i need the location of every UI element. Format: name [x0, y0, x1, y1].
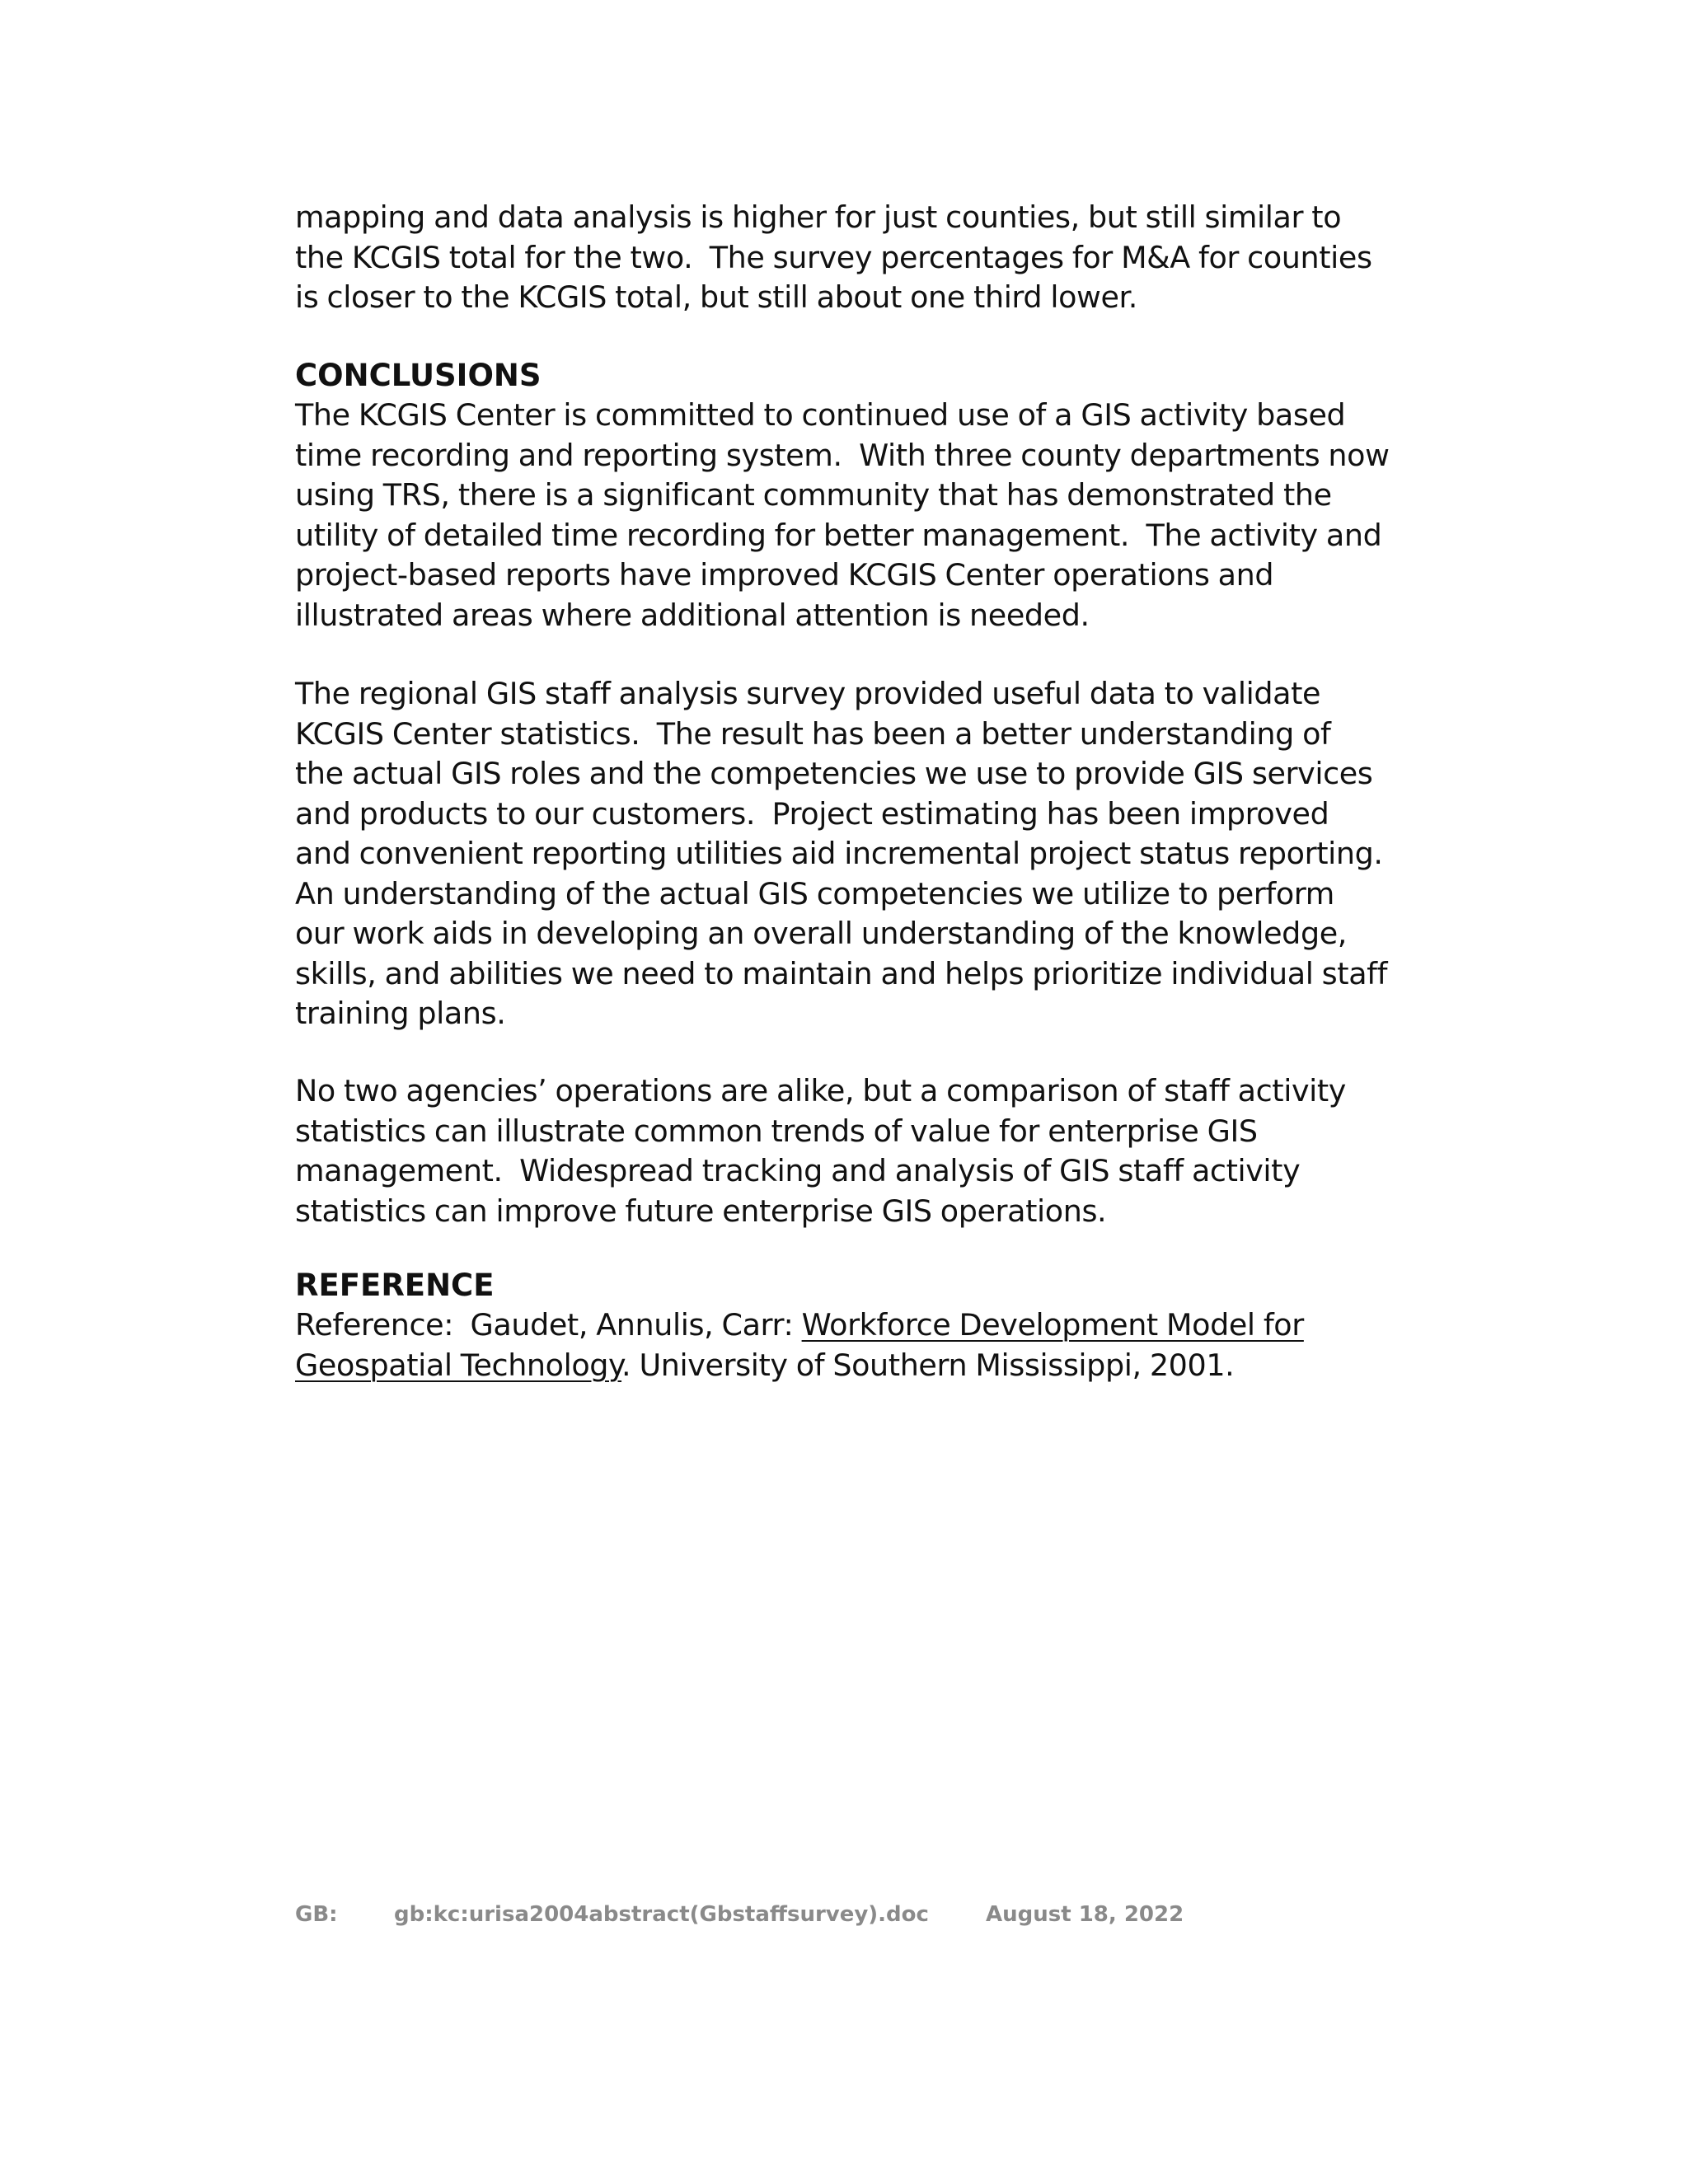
- text-line: statistics can illustrate common trends of value for enterprise GIS: [295, 1113, 1258, 1149]
- text-line: and convenient reporting utilities aid incremental project status reporting.: [295, 836, 1383, 871]
- text-line: project-based reports have improved KCGIS Center operations and: [295, 557, 1274, 593]
- reference-paragraph: [295, 1305, 1400, 1385]
- conclusions-paragraph-2: [295, 674, 1400, 1034]
- text-line: our work aids in developing an overall understanding of the knowledge,: [295, 916, 1347, 951]
- text-line: No two agencies’ operations are alike, but a comparison of staff activity: [295, 1073, 1347, 1108]
- footer-date: August 18, 2022: [986, 1902, 1184, 1927]
- text-line: The KCGIS Center is committed to continued use of a GIS activity based: [295, 397, 1346, 433]
- text-line: management. Widespread tracking and analysis of GIS staff activity: [295, 1153, 1301, 1188]
- text-line: illustrated areas where additional attention is needed.: [295, 597, 1090, 633]
- text-line: skills, and abilities we need to maintain and helps prioritize individual staff: [295, 955, 1388, 991]
- reference-prefix: Reference: Gaudet, Annulis, Carr:: [295, 1307, 802, 1343]
- reference-title-part-1: Workforce Development Model for: [801, 1307, 1304, 1343]
- intro-paragraph: [295, 198, 1400, 318]
- text-line: time recording and reporting system. With three county departments now: [295, 437, 1390, 473]
- text-line: is closer to the KCGIS total, but still about one third lower.: [295, 279, 1138, 315]
- reference-line-1: [295, 1305, 1400, 1346]
- reference-title-part-2: Geospatial Technology: [295, 1347, 622, 1383]
- reference-heading: REFERENCE: [295, 1268, 495, 1303]
- text-line: using TRS, there is a significant community that has demonstrated the: [295, 477, 1332, 513]
- text-line: utility of detailed time recording for better management. The activity and: [295, 517, 1382, 553]
- text-line: the KCGIS total for the two. The survey percentages for M&A for counties: [295, 239, 1372, 275]
- reference-suffix: . University of Southern Mississippi, 2001.: [621, 1347, 1235, 1383]
- conclusions-paragraph-1: [295, 396, 1400, 635]
- footer-label: GB:: [295, 1902, 338, 1927]
- footer-filename: gb:kc:urisa2004abstract(Gbstaffsurvey).doc: [394, 1902, 929, 1927]
- text-line: and products to our customers. Project estimating has been improved: [295, 795, 1329, 832]
- reference-line-2: [295, 1346, 1400, 1386]
- text-line: training plans.: [295, 996, 506, 1031]
- text-line: An understanding of the actual GIS competencies we utilize to perform: [295, 875, 1334, 912]
- text-line: the actual GIS roles and the competencies we use to provide GIS services: [295, 756, 1373, 791]
- text-line: KCGIS Center statistics. The result has been a better understanding of: [295, 715, 1331, 752]
- text-line: statistics can improve future enterprise GIS operations.: [295, 1193, 1107, 1229]
- conclusions-heading: CONCLUSIONS: [295, 358, 542, 393]
- conclusions-paragraph-3: [295, 1071, 1400, 1231]
- text-line: The regional GIS staff analysis survey provided useful data to validate: [295, 676, 1321, 711]
- text-line: mapping and data analysis is higher for just counties, but still similar to: [295, 199, 1342, 235]
